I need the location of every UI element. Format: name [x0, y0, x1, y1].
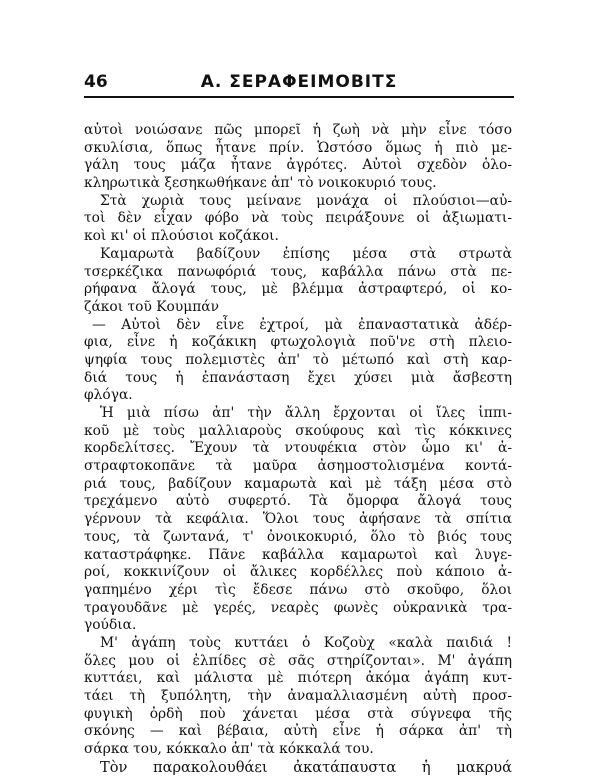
text-line: σάρκα του, κόκκαλο ἀπ' τὰ κόκκαλά του.	[84, 741, 374, 758]
text-line: κορδελίτσες. Ἔχουν τὰ ντουφέκια στὸν ὦμο κι' ἀ-	[84, 440, 512, 457]
text-line: τσερκέζικα πανωφόριά τους, καβάλλα πάνω στὰ πε-	[84, 263, 512, 280]
page-header	[84, 70, 514, 98]
text-line: φια, εἶνε ἡ κοζάκικη φτωχολογιὰ ποῦ'νε στὴ πλειο-	[84, 334, 512, 351]
text-line: Ἡ μιὰ πίσω ἀπ' τὴν ἄλλη ἔρχονται οἱ ἴλες ἱππι-	[100, 405, 512, 421]
running-title: Α. ΣΕΡΑΦΕΙΜΟΒΙΤΣ	[200, 72, 398, 92]
page-number: 46	[84, 72, 108, 92]
text-line: γούδια.	[84, 617, 137, 634]
text-line: ὅλες μου οἱ ἐλπίδες σὲ σᾶς στηρίζονται». Μ' ἀγάπη	[84, 652, 512, 669]
text-line: τοὶ δὲν εἶχαν φόβο νὰ τοὺς πειράξουνε οἱ ἀξιωματι-	[84, 210, 512, 227]
text-line: — Αὐτοὶ δὲν εἶνε ἐχτροί, μὰ ἐπαναστατικὰ ἀδέρ-	[92, 316, 512, 333]
text-line: τραγουδᾶνε μὲ γερές, νεαρὲς φωνὲς οὐκρανικὰ τρα-	[84, 599, 512, 616]
text-line: ρήφανα ἄλογά τους, μὲ βλέμμα ἀστραφτερό, οἱ κο-	[84, 281, 512, 298]
text-line: κοῦ μὲ τοὺς μαλλιαροὺς σκούφους καὶ τὶς κόκκινες	[84, 422, 512, 439]
text-line: σκόνης — καὶ βέβαια, αὐτὴ εἶνε ἡ σάρκα ἀπ' τὴ	[84, 723, 512, 740]
text-line: κοὶ κι' οἱ πλούσιοι κοζάκοι.	[84, 228, 279, 245]
text-line: αὐτοὶ νοιώσανε πῶς μπορεῖ ἡ ζωὴ νὰ μὴν εἶνε τόσο	[84, 122, 512, 138]
text-line: κληρωτικὰ ξεσηκωθήκανε ἀπ' τὸ νοικοκυριό τους.	[84, 175, 437, 192]
text-line: ριά τους, βαδίζουν καμαρωτὰ καὶ μὲ τάξη μέσα στὸ	[84, 475, 512, 492]
text-line: κυττάει, καὶ μάλιστα μὲ πιότερη ἀκόμα ἀγάπη κυτ-	[84, 670, 512, 687]
text-line: τάει τὴ ξυπόλητη, τὴν ἀναμαλλιασμένη αὐτὴ προσ-	[84, 688, 512, 704]
text-line: γαπημένο χέρι τὶς ἔδεσε πάνω στὸ σκοῦφο, ὅλοι	[84, 581, 512, 598]
text-line: γάλη τους μάζα ἦτανε ἀγρότες. Αὐτοὶ σχεδὸν ὁλο-	[84, 157, 512, 174]
text-line: Μ' ἀγάπη τοὺς κυττάει ὁ Κοζοὺχ «καλὰ παιδιά !	[100, 634, 512, 651]
text-line: τρεχάμενο αὐτὸ συφερτό. Τὰ ὄμορφα ἄλογά τους	[84, 493, 512, 510]
text-line: καταστράφηκε. Πᾶνε καβάλλα καμαρωτοὶ καὶ λυγε-	[84, 546, 512, 563]
text-line: Τὸν παρακολουθάει ἀκατάπαυστα ἡ μακρυά	[100, 758, 512, 776]
text-line: Στὰ χωριὰ τους μείνανε μονάχα οἱ πλούσιοι—αὐ-	[100, 192, 512, 209]
text-line: ψηφία τους πολεμιστὲς ἀπ' τὸ μέτωπό καὶ στὴ καρ-	[84, 351, 512, 368]
body-text	[84, 122, 512, 776]
text-line: Καμαρωτὰ βαδίζουν ἐπίσης μέσα στὰ στρωτὰ	[100, 245, 512, 262]
text-line: τους, τὰ ζωντανά, τ' ὀνοικοκυριό, ὅλο τὸ βιός τους	[84, 528, 512, 545]
text-line: στραφτοκοπᾶνε τὰ μαῦρα ἀσημοστολισμένα κοντά-	[84, 458, 512, 475]
text-line: διά τους ἡ ἐπανάσταση ἔχει χύσει μιὰ ἄσβεστη	[84, 369, 512, 386]
text-line: σκυλίσια, ὅπως ἦτανε πρίν. Ὡστόσο ὅμως ἡ πιὸ με-	[84, 139, 512, 156]
text-line: γέρνουν τὰ κεφάλια. Ὅλοι τους ἀφήσανε τὰ σπίτια	[84, 511, 512, 528]
text-line: ροί, κοκκινίζουν οἱ ἄλικες κορδέλλες ποὺ κάποιο ἀ-	[84, 564, 512, 581]
text-line: φλόγα.	[84, 387, 133, 404]
text-line: φυγικὴ ὀρδὴ ποὺ χάνεται μέσα στὰ σύγνεφα τῆς	[84, 705, 512, 722]
text-line: ζάκοι τοῦ Κουμπάν	[84, 298, 219, 315]
